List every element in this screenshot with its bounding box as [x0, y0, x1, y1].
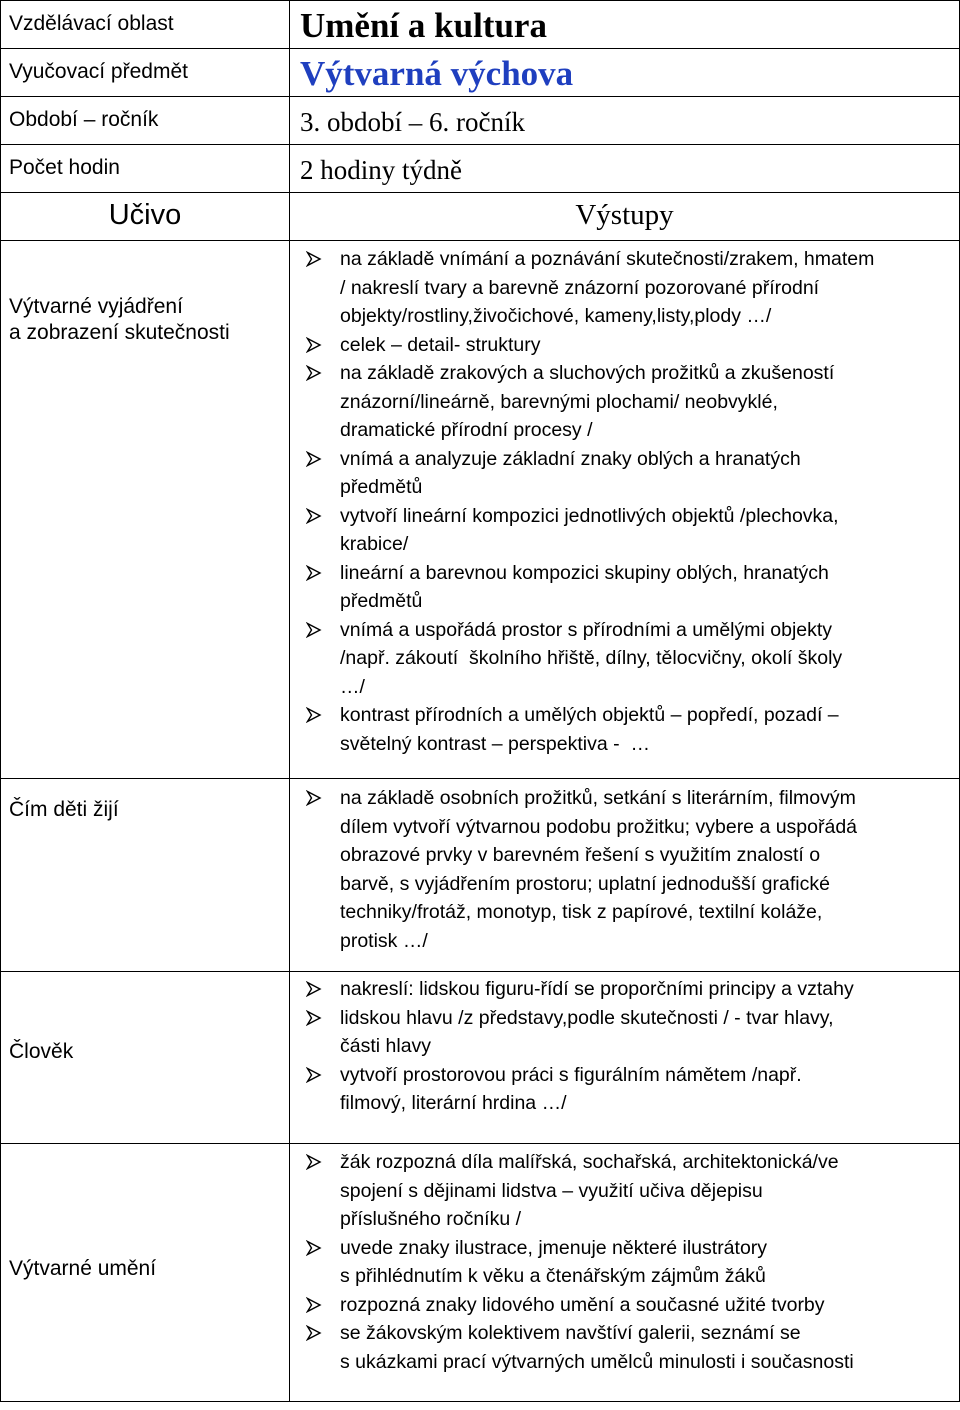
arrowhead-bullet-icon [306, 790, 322, 806]
area-value: Umění a kultura [300, 6, 547, 45]
section-row [1, 972, 960, 1144]
meta-label-cell [1, 1, 290, 49]
section-label [1, 797, 289, 823]
section-row [1, 1144, 960, 1402]
output-line: předmětů [340, 590, 423, 612]
output-line: znázorní/lineárně, barevnými plochami/ neobvyklé, [340, 390, 778, 413]
hours-value: 2 hodiny týdně [300, 155, 462, 185]
section-outputs-cell [290, 1144, 960, 1402]
output-line: uvede znaky ilustrace, jmenuje některé ilustrátory [340, 1236, 768, 1259]
arrowhead-bullet-icon [306, 1067, 322, 1083]
output-line: na základě zrakových a sluchových prožitků a zkušeností [340, 362, 835, 384]
arrowhead-bullet-icon [306, 622, 322, 638]
section-row [1, 241, 960, 779]
output-item [340, 502, 953, 559]
meta-label-cell [1, 145, 290, 193]
output-line: předmětů [340, 476, 423, 498]
arrowhead-bullet-icon [306, 451, 322, 467]
section-outputs-cell [290, 779, 960, 972]
hours-label: Počet hodin [9, 156, 120, 179]
arrowhead-bullet-icon [306, 565, 322, 581]
outputs-list [290, 779, 959, 955]
period-label: Období – ročník [9, 108, 159, 131]
meta-value-cell [290, 1, 960, 49]
output-line: celek – detail- struktury [340, 333, 541, 356]
output-line: objekty/rostliny,živočichové, kameny,listy,plody …/ [340, 305, 772, 327]
arrowhead-bullet-icon [306, 1297, 322, 1313]
section-label-line: Výtvarné vyjádření [9, 295, 183, 318]
output-line: /např. zákoutí školního hřiště, dílny, tělocvičny, okolí školy [340, 647, 843, 669]
subject-value: Výtvarná výchova [300, 54, 574, 93]
output-line: světelný kontrast – perspektiva - … [340, 732, 650, 755]
output-line: lidskou hlavu /z představy,podle skutečnosti / - tvar hlavy, [340, 1006, 834, 1029]
output-line: žák rozpozná díla malířská, sochařská, architektonická/ve [340, 1151, 839, 1173]
arrowhead-bullet-icon [306, 337, 322, 353]
output-item [340, 1061, 953, 1118]
outputs-list [290, 972, 959, 1118]
header-right-cell [290, 193, 960, 241]
output-item [340, 559, 953, 616]
period-value: 3. období – 6. ročník [300, 107, 525, 137]
meta-value-cell [290, 97, 960, 145]
section-label [1, 294, 289, 346]
section-label [1, 1039, 289, 1065]
section-row [1, 779, 960, 972]
output-line: dramatické přírodní procesy / [340, 419, 593, 441]
output-item [340, 1291, 953, 1320]
output-line: na základě vnímání a poznávání skutečnosti/zrakem, hmatem [340, 248, 875, 270]
output-line: obrazové prvky v barevném řešení s využitím znalostí o [340, 844, 821, 866]
output-item [340, 784, 953, 955]
output-line: na základě osobních prožitků, setkání s literárním, filmovým [340, 787, 856, 809]
meta-row-hours [1, 145, 960, 193]
output-line: spojení s dějinami lidstva – využití učiva dějepisu [340, 1179, 763, 1202]
section-outputs-cell [290, 972, 960, 1144]
meta-label-cell [1, 49, 290, 97]
output-line: lineární a barevnou kompozici skupiny oblých, hranatých [340, 561, 829, 584]
output-item [340, 1319, 953, 1376]
arrowhead-bullet-icon [306, 251, 322, 267]
output-line: dílem vytvoří výtvarnou podobu prožitku; vybere a uspořádá [340, 815, 858, 838]
meta-row-subject [1, 49, 960, 97]
section-outputs-cell [290, 241, 960, 779]
arrowhead-bullet-icon [306, 707, 322, 723]
output-item [340, 616, 953, 702]
output-item [340, 331, 953, 360]
output-line: krabice/ [340, 533, 409, 555]
output-line: vytvoří prostorovou práci s figurálním námětem /např. [340, 1063, 802, 1086]
arrowhead-bullet-icon [306, 1154, 322, 1170]
output-line: techniky/frotáž, monotyp, tisk z papírové, textilní koláže, [340, 901, 823, 923]
section-label [1, 1256, 289, 1282]
meta-row-period [1, 97, 960, 145]
area-label: Vzdělávací oblast [9, 12, 174, 35]
arrowhead-bullet-icon [306, 508, 322, 524]
meta-row-area [1, 1, 960, 49]
section-label-line: Čím děti žijí [9, 798, 119, 821]
header-left-cell [1, 193, 290, 241]
section-label-cell [1, 972, 290, 1144]
arrowhead-bullet-icon [306, 1010, 322, 1026]
output-line: se žákovským kolektivem navštíví galerii, seznámí se [340, 1322, 801, 1344]
section-label-line: Člověk [9, 1040, 74, 1063]
output-item [340, 1004, 953, 1061]
output-item [340, 975, 953, 1004]
output-line: / nakreslí tvary a barevně znázorní pozorované přírodní [340, 276, 820, 299]
output-line: nakreslí: lidskou figuru-řídí se proporčními principy a vztahy [340, 978, 854, 1000]
output-line: vytvoří lineární kompozici jednotlivých objektů /plechovka, [340, 504, 839, 527]
output-line: příslušného ročníku / [340, 1208, 522, 1230]
arrowhead-bullet-icon [306, 981, 322, 997]
output-line: barvě, s vyjádřením prostoru; uplatní jednodušší grafické [340, 872, 830, 895]
output-line: …/ [340, 675, 365, 698]
arrowhead-bullet-icon [306, 365, 322, 381]
section-label-cell [1, 779, 290, 972]
output-line: rozpozná znaky lidového umění a současné užité tvorby [340, 1293, 825, 1316]
output-line: části hlavy [340, 1035, 432, 1057]
meta-value-cell [290, 49, 960, 97]
arrowhead-bullet-icon [306, 1240, 322, 1256]
section-label-line: a zobrazení skutečnosti [9, 321, 230, 344]
subject-label: Vyučovací předmět [9, 60, 188, 83]
header-vystupy: Výstupy [575, 199, 674, 231]
output-line: vnímá a uspořádá prostor s přírodními a umělými objekty [340, 618, 833, 641]
output-item [340, 445, 953, 502]
output-line: protisk …/ [340, 929, 428, 952]
output-line: kontrast přírodních a umělých objektů – popředí, pozadí – [340, 704, 839, 726]
output-item [340, 1234, 953, 1291]
section-label-line: Výtvarné umění [9, 1257, 157, 1280]
header-row [1, 193, 960, 241]
output-item [340, 245, 953, 331]
output-item [340, 359, 953, 445]
meta-value-cell [290, 145, 960, 193]
output-line: vnímá a analyzuje základní znaky oblých a hranatých [340, 447, 801, 470]
outputs-list [290, 241, 959, 758]
output-line: s přihlédnutím k věku a čtenářským zájmům žáků [340, 1265, 766, 1287]
meta-label-cell [1, 97, 290, 145]
output-item [340, 701, 953, 758]
header-ucivo: Učivo [108, 199, 182, 231]
outputs-list [290, 1144, 959, 1376]
section-label-cell [1, 241, 290, 779]
section-label-cell [1, 1144, 290, 1402]
arrowhead-bullet-icon [306, 1325, 322, 1341]
output-item [340, 1148, 953, 1234]
output-line: filmový, literární hrdina …/ [340, 1092, 567, 1114]
output-line: s ukázkami prací výtvarných umělců minulosti i současnosti [340, 1350, 854, 1373]
